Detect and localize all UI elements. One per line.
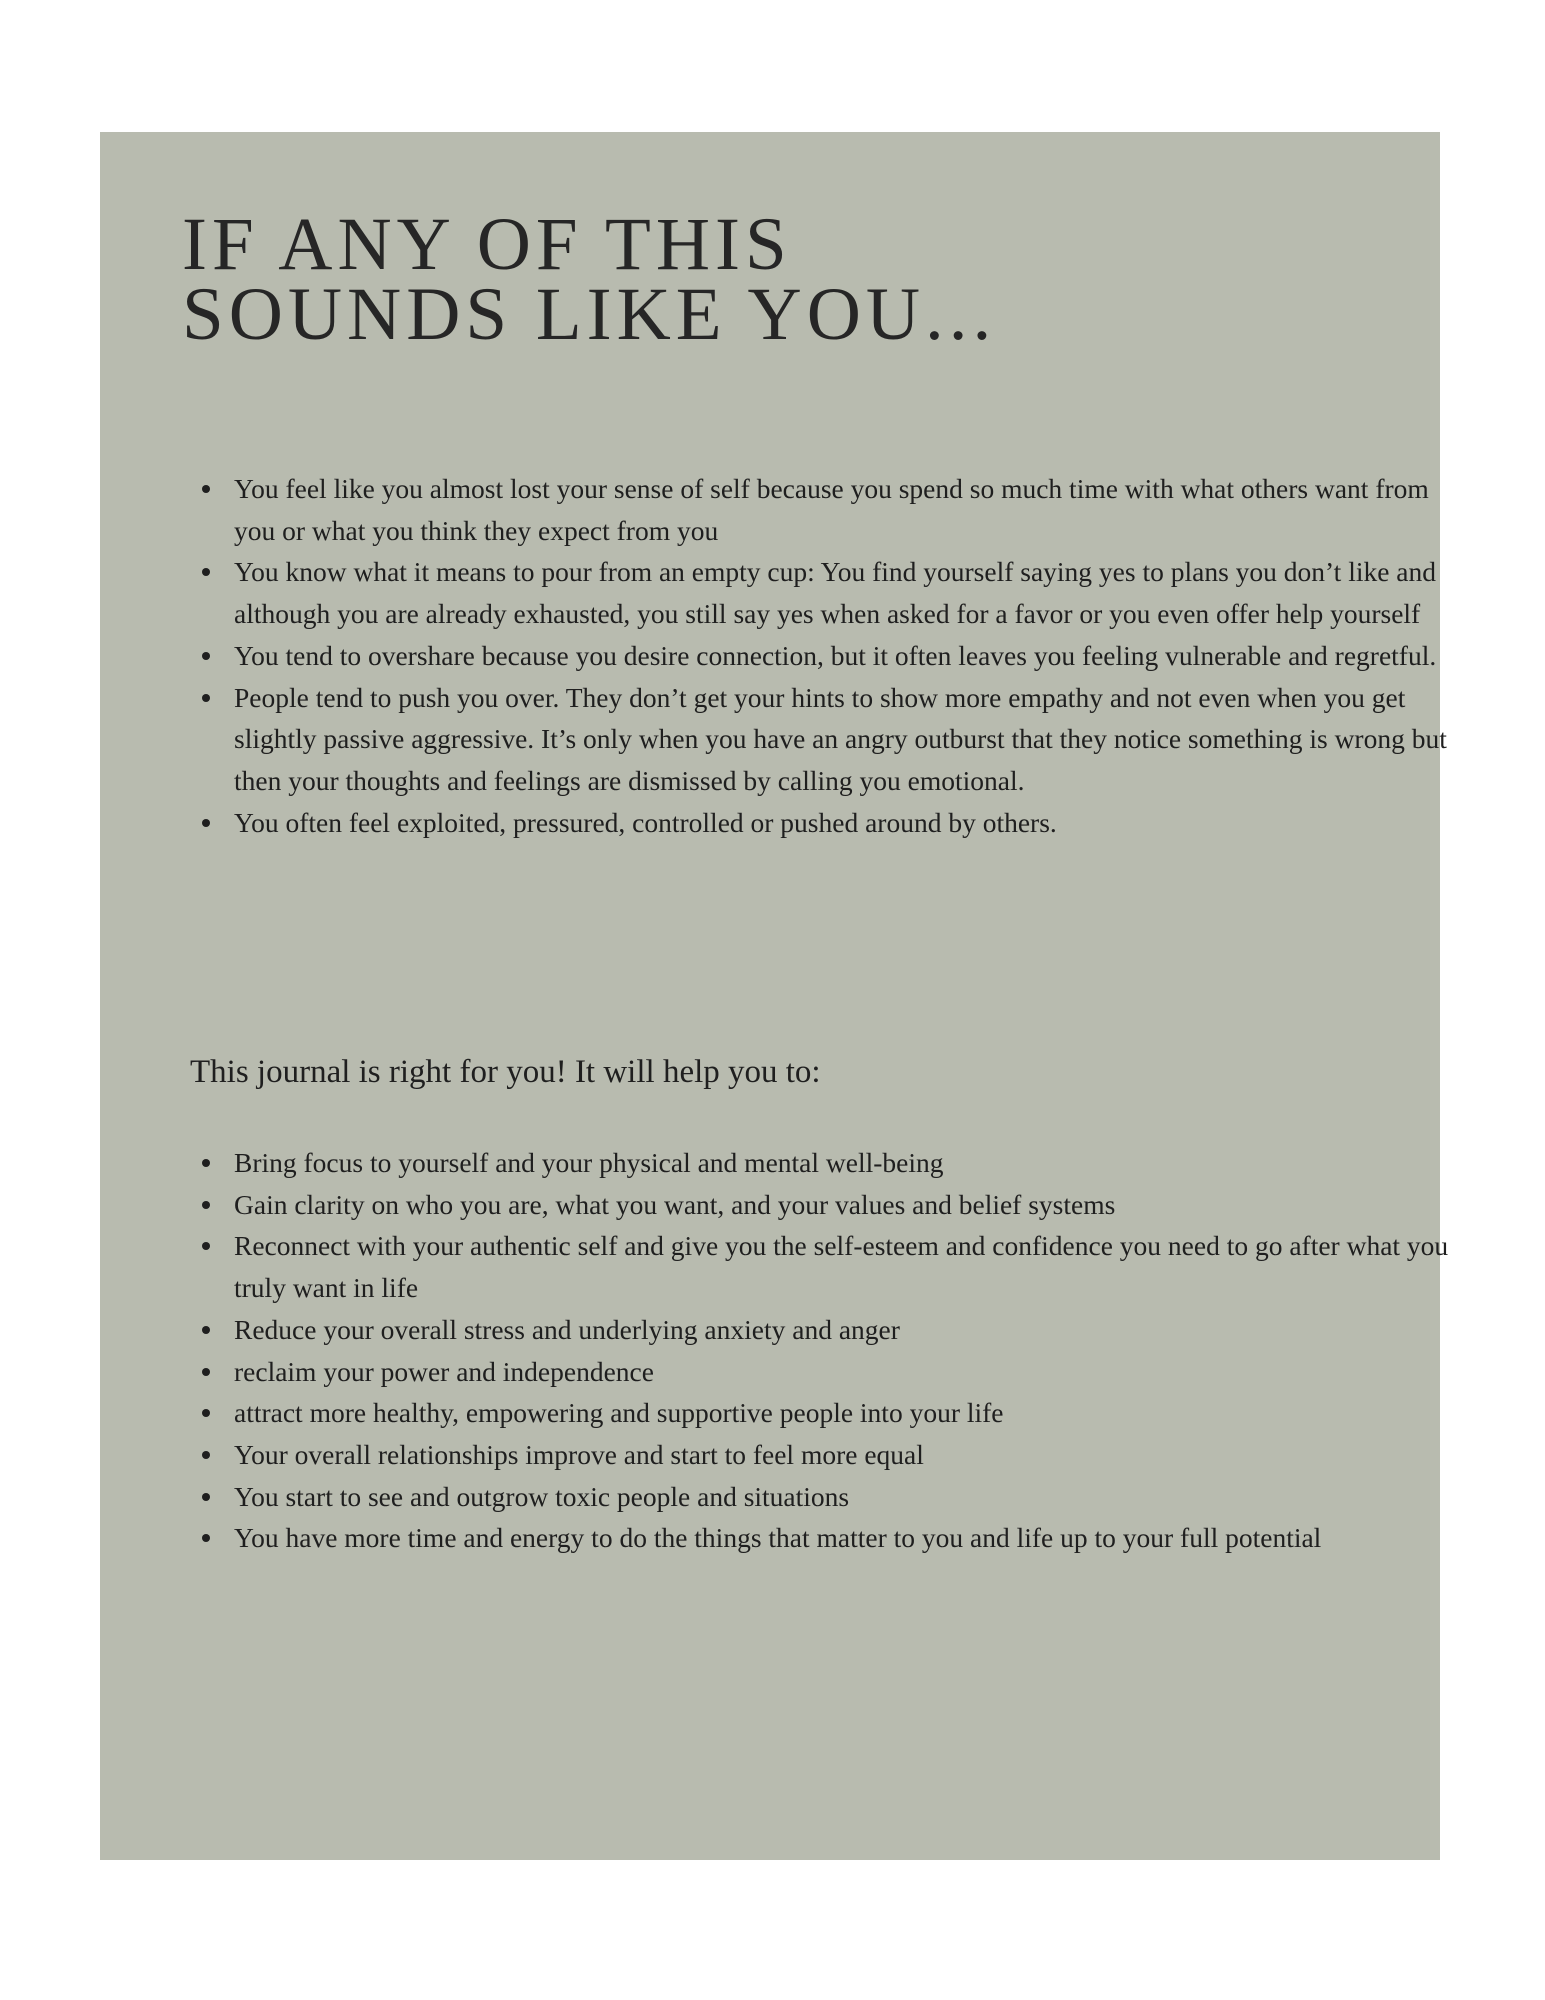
list-item: People tend to push you over. They don’t get your hints to show more empathy and not even when you get slightly passive aggressive. It’s only when you have an angry outburst that they notice something is wrong but then your thoughts and feelings are dismissed by calling you emotional. bbox=[234, 677, 1474, 802]
list-item: reclaim your power and independence bbox=[234, 1351, 1474, 1393]
benefits-list bbox=[200, 1142, 1474, 1559]
list-item: Reconnect with your authentic self and give you the self-esteem and confidence you need to go after what you truly want in life bbox=[234, 1225, 1474, 1308]
list-item: You tend to overshare because you desire connection, but it often leaves you feeling vulnerable and regretful. bbox=[234, 635, 1474, 677]
list-item: You start to see and outgrow toxic people and situations bbox=[234, 1476, 1474, 1518]
page-title bbox=[182, 203, 997, 356]
list-item: Your overall relationships improve and start to feel more equal bbox=[234, 1434, 1474, 1476]
content-panel bbox=[100, 132, 1449, 1860]
list-item: Reduce your overall stress and underlying anxiety and anger bbox=[234, 1309, 1474, 1351]
journal-intro: This journal is right for you! It will help you to: bbox=[190, 1054, 821, 1090]
list-item: You know what it means to pour from an empty cup: You find yourself saying yes to plans you don’t like and although you are already exhausted, you still say yes when asked for a favor or you even offer help yourself bbox=[234, 551, 1474, 634]
list-item: You have more time and energy to do the things that matter to you and life up to your full potential bbox=[234, 1517, 1474, 1559]
title-line-2: SOUNDS LIKE YOU... bbox=[182, 273, 997, 356]
list-item: You feel like you almost lost your sense of self because you spend so much time with what others want from you or what you think they expect from you bbox=[234, 468, 1474, 551]
list-item: Gain clarity on who you are, what you want, and your values and belief systems bbox=[234, 1184, 1474, 1226]
title-line-1: IF ANY OF THIS bbox=[182, 203, 792, 286]
symptoms-list bbox=[200, 468, 1474, 843]
list-item: Bring focus to yourself and your physical and mental well-being bbox=[234, 1142, 1474, 1184]
list-item: You often feel exploited, pressured, controlled or pushed around by others. bbox=[234, 802, 1474, 844]
list-item: attract more healthy, empowering and supportive people into your life bbox=[234, 1392, 1474, 1434]
